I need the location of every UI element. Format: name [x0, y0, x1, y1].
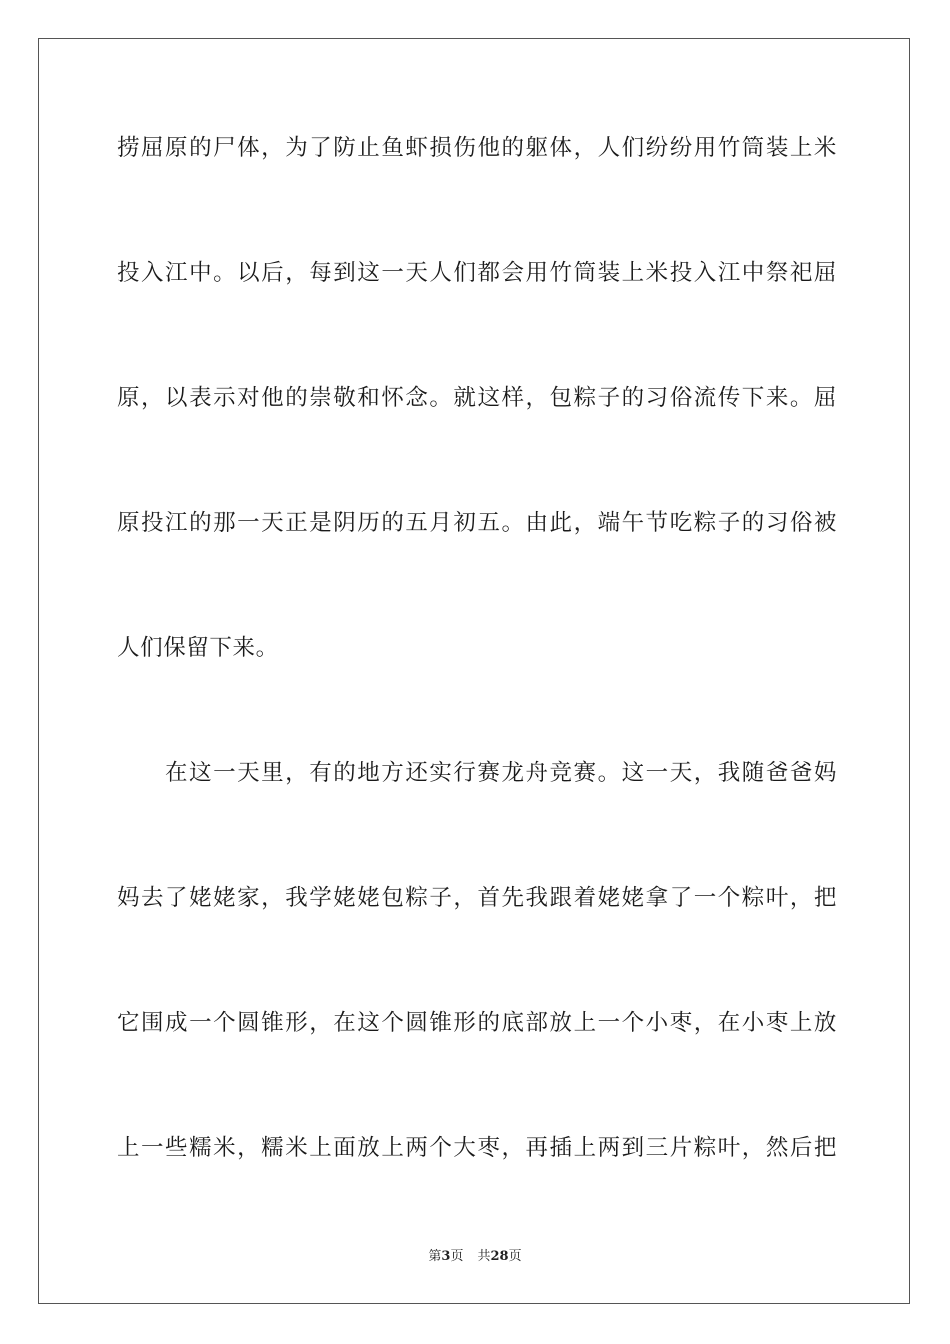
page-border [38, 38, 910, 1304]
body-line-8: 它围成一个圆锥形，在这个圆锥形的底部放上一个小枣，在小枣上放 [117, 1010, 837, 1036]
total-prefix: 共 [477, 1249, 491, 1264]
paragraph-start-line: 在这一天里，有的地方还实行赛龙舟竞赛。这一天，我随爸爸妈 [165, 760, 837, 786]
page-prefix: 第 [428, 1249, 442, 1264]
body-line-2: 投入江中。以后，每到这一天人们都会用竹筒装上米投入江中祭祀屈 [117, 260, 837, 286]
page-footer [0, 1248, 950, 1266]
body-line-1: 捞屈原的尸体，为了防止鱼虾损伤他的躯体，人们纷纷用竹筒装上米 [117, 135, 837, 161]
total-pages: 28 [490, 1249, 509, 1264]
body-line-9: 上一些糯米，糯米上面放上两个大枣，再插上两到三片粽叶，然后把 [117, 1135, 837, 1161]
body-line-7: 妈去了姥姥家，我学姥姥包粽子，首先我跟着姥姥拿了一个粽叶，把 [117, 885, 837, 911]
total-suffix: 页 [508, 1249, 522, 1264]
body-line-3: 原，以表示对他的崇敬和怀念。就这样，包粽子的习俗流传下来。屈 [117, 385, 837, 411]
page-suffix: 页 [450, 1249, 464, 1264]
page-number: 3 [441, 1249, 451, 1264]
body-line-4: 原投江的那一天正是阴历的五月初五。由此，端午节吃粽子的习俗被 [117, 510, 837, 536]
body-line-5: 人们保留下来。 [117, 635, 279, 661]
